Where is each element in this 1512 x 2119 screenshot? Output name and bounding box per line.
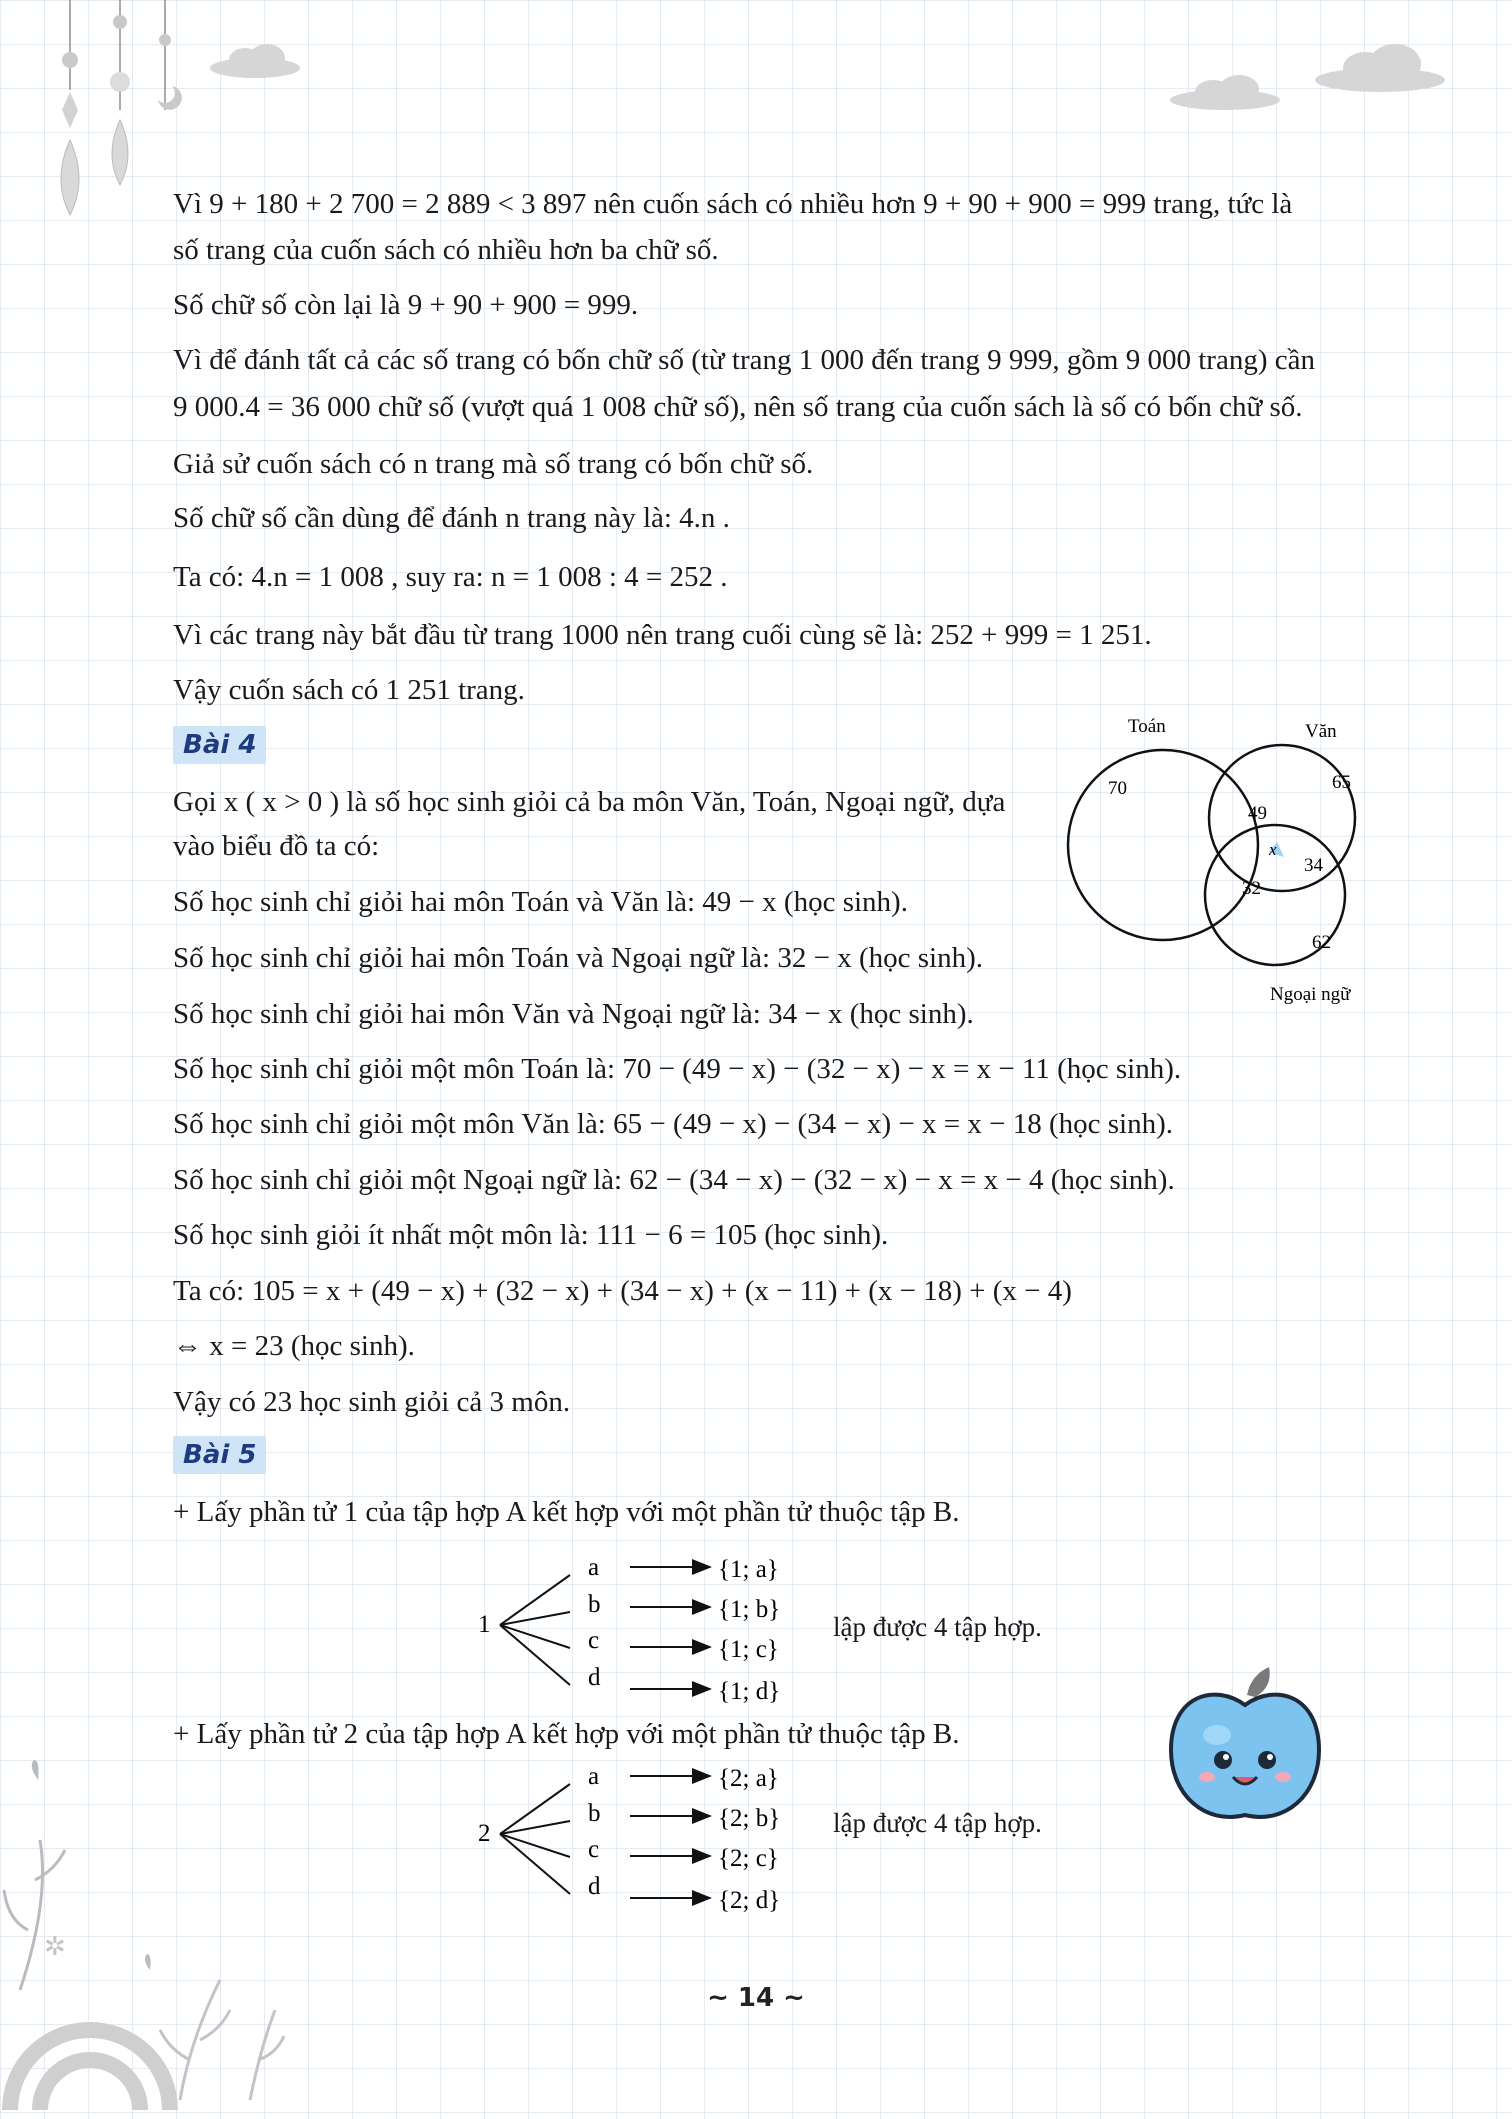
tree-1-leaf: c (588, 1627, 600, 1654)
text-line: Vì các trang này bắt đầu từ trang 1000 nên trang cuối cùng sẽ là: 252 + 999 = 1 251. (173, 619, 1152, 651)
tree-1-root: 1 (478, 1611, 491, 1638)
tree-diagram-1 (470, 1545, 800, 1715)
tree-2-leaf: d (588, 1873, 601, 1900)
text-line: Số học sinh chỉ giỏi một môn Toán là: 70 − (49 − x) − (32 − x) − x = x − 11 (học sinh). (173, 1053, 1182, 1085)
section-heading-bai-4: Bài 4 (173, 726, 266, 764)
tree-2-set: {2; c} (718, 1845, 779, 1872)
tree-2-root: 2 (478, 1820, 491, 1847)
tree-1-set: {1; d} (718, 1678, 781, 1705)
text-line: Số học sinh chỉ giỏi hai môn Toán và Văn là: 49 − x (học sinh). (173, 886, 908, 918)
text-line: Ta có: 4.n = 1 008 , suy ra: n = 1 008 : 4 = 252 . (173, 561, 728, 593)
tree-diagram-2 (470, 1754, 800, 1924)
text-line: + Lấy phần tử 1 của tập hợp A kết hợp với một phần tử thuộc tập B. (173, 1496, 960, 1528)
text-line: Vì để đánh tất cả các số trang có bốn chữ số (từ trang 1 000 đến trang 9 999, gồm 9 000 trang) cần (173, 344, 1315, 376)
venn-label-toan: Toán (1128, 716, 1166, 737)
text-line: vào biểu đồ ta có: (173, 830, 380, 862)
tree-2-set: {2; a} (718, 1765, 779, 1792)
venn-circle-van (1209, 745, 1355, 891)
tree-2-leaf: c (588, 1836, 600, 1863)
venn-value-only-ngoai-ngu: 62 (1312, 932, 1331, 953)
cloud-decoration-right (1310, 40, 1450, 95)
plant-rainbow-decoration (0, 1760, 300, 2119)
tree-1-leaf: d (588, 1664, 601, 1691)
text-line: Ta có: 105 = x + (49 − x) + (32 − x) + (34 − x) + (x − 11) + (x − 18) + (x − 4) (173, 1275, 1072, 1307)
text-line: Số chữ số cần dùng để đánh n trang này là: 4.n . (173, 502, 730, 534)
tree-2-set: {2; b} (718, 1805, 781, 1832)
tree-1-note: lập được 4 tập hợp. (833, 1612, 1042, 1642)
text-line: Số học sinh giỏi ít nhất một môn là: 111 − 6 = 105 (học sinh). (173, 1219, 889, 1251)
section-heading-bai-5: Bài 5 (173, 1436, 266, 1474)
text-line: Số học sinh chỉ giỏi một Ngoại ngữ là: 62 − (34 − x) − (32 − x) − x = x − 4 (học sinh). (173, 1164, 1175, 1196)
text-line: Số học sinh chỉ giỏi hai môn Toán và Ngoại ngữ là: 32 − x (học sinh). (173, 942, 983, 974)
apple-mascot-illustration (1165, 1665, 1325, 1830)
venn-value-toan-ngoai-ngu: 32 (1242, 878, 1261, 899)
text-line: Số chữ số còn lại là 9 + 90 + 900 = 999. (173, 289, 639, 321)
text-line: ⇔ x = 23 (học sinh). (173, 1330, 415, 1362)
venn-value-only-van: 65 (1332, 772, 1351, 793)
tree-2-leaf: a (588, 1763, 600, 1790)
cloud-decoration-middle (1165, 72, 1285, 112)
tree-1-set: {1; c} (718, 1636, 779, 1663)
page-number: ~ 14 ~ (707, 1983, 805, 2013)
tree-1-leaf: b (588, 1591, 601, 1618)
text-line: 9 000.4 = 36 000 chữ số (vượt quá 1 008 chữ số), nên số trang của cuốn sách là số có bốn chữ số. (173, 391, 1303, 423)
venn-circle-toan (1068, 750, 1258, 940)
text-line: Số học sinh chỉ giỏi hai môn Văn và Ngoại ngữ là: 34 − x (học sinh). (173, 998, 974, 1030)
tree-2-leaf: b (588, 1800, 601, 1827)
text-line: Vậy có 23 học sinh giỏi cả 3 môn. (173, 1386, 571, 1418)
tree-2-set: {2; d} (718, 1887, 781, 1914)
text-line: Vậy cuốn sách có 1 251 trang. (173, 674, 525, 706)
venn-value-van-ngoai-ngu: 34 (1304, 855, 1323, 876)
tree-1-set: {1; a} (718, 1556, 779, 1583)
text-line: Gọi x ( x > 0 ) là số học sinh giỏi cả ba môn Văn, Toán, Ngoại ngữ, dựa (173, 786, 1006, 818)
text-line: Giả sử cuốn sách có n trang mà số trang có bốn chữ số. (173, 448, 814, 480)
tree-2-note: lập được 4 tập hợp. (833, 1808, 1042, 1838)
venn-label-ngoai-ngu: Ngoại ngữ (1270, 984, 1351, 1005)
venn-value-only-toan: 70 (1108, 778, 1127, 799)
venn-value-toan-van: 49 (1248, 803, 1267, 824)
venn-value-all-three: x (1269, 840, 1277, 859)
text-line: Vì 9 + 180 + 2 700 = 2 889 < 3 897 nên cuốn sách có nhiều hơn 9 + 90 + 900 = 999 trang, tức là (173, 188, 1293, 220)
svg-text:✲: ✲ (44, 1932, 66, 1961)
cloud-decoration-left (205, 40, 305, 80)
tree-1-leaf: a (588, 1554, 600, 1581)
text-line: + Lấy phần tử 2 của tập hợp A kết hợp với một phần tử thuộc tập B. (173, 1718, 960, 1750)
venn-label-van: Văn (1305, 721, 1337, 742)
venn-diagram (1060, 705, 1400, 1015)
tree-1-set: {1; b} (718, 1596, 781, 1623)
text-line: số trang của cuốn sách có nhiều hơn ba chữ số. (173, 234, 719, 266)
text-line: Số học sinh chỉ giỏi một môn Văn là: 65 − (49 − x) − (34 − x) − x = x − 18 (học sinh). (173, 1108, 1173, 1140)
